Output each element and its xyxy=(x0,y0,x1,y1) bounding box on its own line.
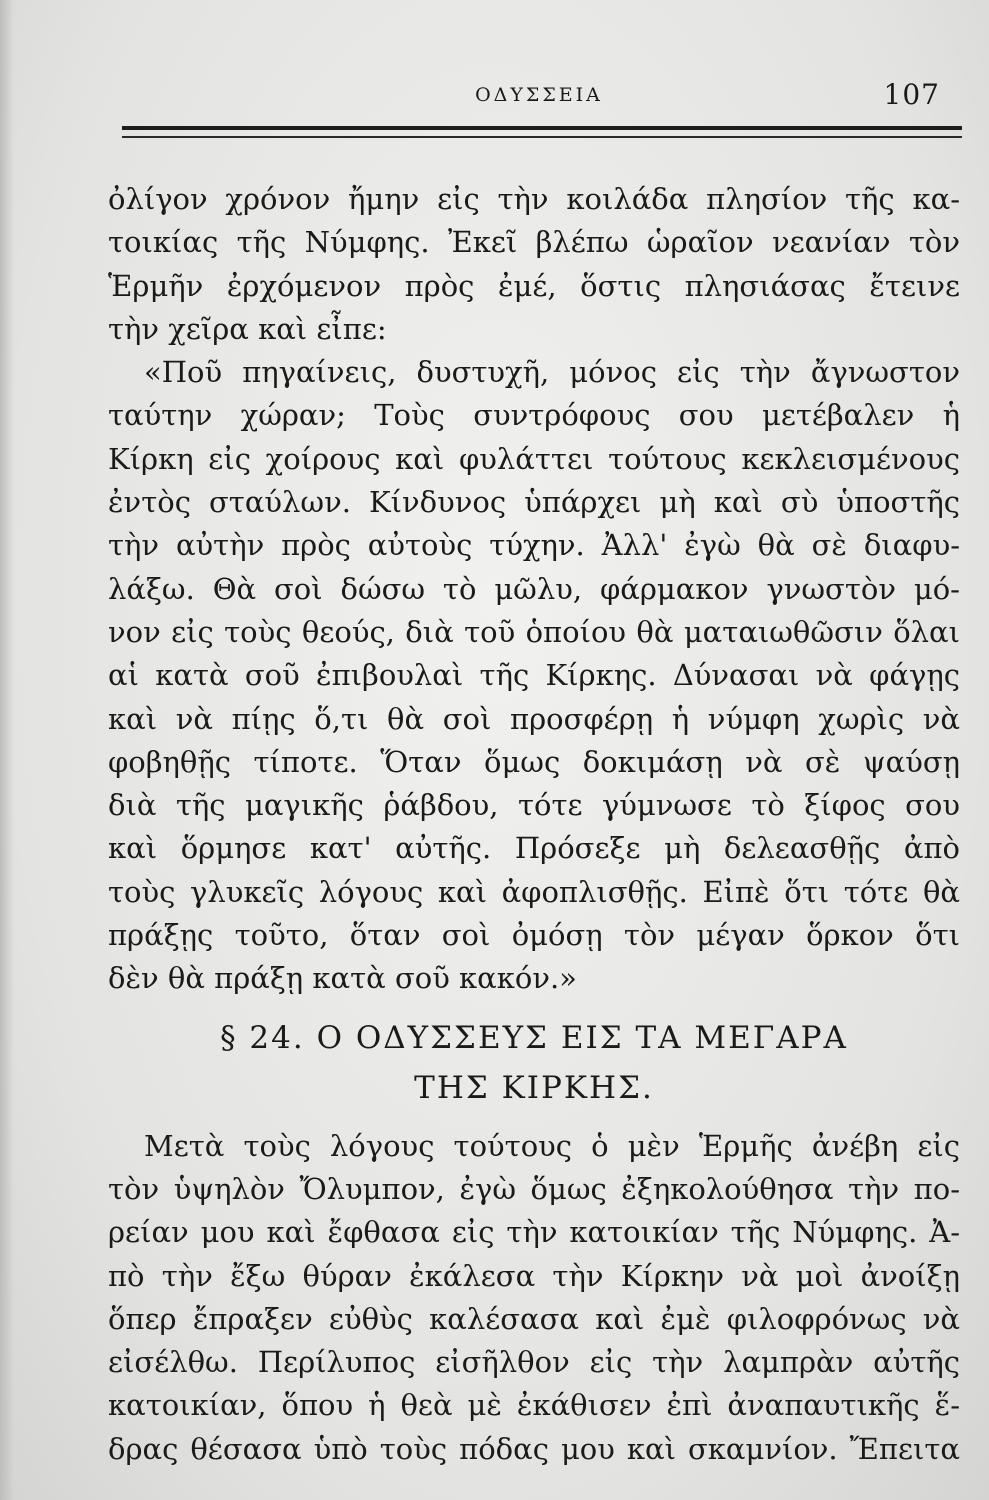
text-line: πράξῃς τοῦτο, ὅταν σοὶ ὀμόσῃ τὸν μέγαν ὅρκον ὅτι xyxy=(108,918,960,953)
paragraph-2 xyxy=(108,351,960,1000)
text-line: τοὺς γλυκεῖς λόγους καὶ ἀφοπλισθῇς. Εἰπὲ ὅτι τότε θὰ xyxy=(108,874,960,909)
text-line: αἱ κατὰ σοῦ ἐπιβουλαὶ τῆς Κίρκης. Δύνασαι νὰ φάγῃς xyxy=(108,658,960,693)
text-line: νον εἰς τοὺς θεούς, διὰ τοῦ ὁποίου θὰ ματαιωθῶσιν ὅλαι xyxy=(108,614,960,649)
text-line: δὲν θὰ πράξῃ κατὰ σοῦ κακόν.» xyxy=(108,961,577,996)
text-line: καὶ νὰ πίῃς ὅ,τι θὰ σοὶ προσφέρῃ ἡ νύμφη χωρὶς νὰ xyxy=(108,701,960,736)
header-rule-thick xyxy=(122,126,962,130)
paragraph-3 xyxy=(108,1125,960,1471)
text-line: ἐντὸς σταύλων. Κίνδυνος ὑπάρχει μὴ καὶ σὺ ὑποστῆς xyxy=(108,485,960,520)
section-heading-line-1: § 24. Ο ΟΔΥΣΣΕΥΣ ΕΙΣ ΤΑ ΜΕΓΑΡΑ xyxy=(220,1019,848,1056)
text-line: πὸ τὴν ἔξω θύραν ἐκάλεσα τὴν Κίρκην νὰ μοὶ ἀνοίξῃ xyxy=(108,1258,960,1293)
text-line: Κίρκη εἰς χοίρους καὶ φυλάττει τούτους κεκλεισμένους xyxy=(108,441,960,476)
text-line: τὸν ὑψηλὸν Ὄλυμπον, ἐγὼ ὅμως ἐξηκολούθησα τὴν πο- xyxy=(108,1171,960,1206)
text-line: τοικίας τῆς Νύμφης. Ἐκεῖ βλέπω ὡραῖον νεανίαν τὸν xyxy=(108,225,960,260)
text-line: καὶ ὅρμησε κατ' αὐτῆς. Πρόσεξε μὴ δελεασθῇς ἀπὸ xyxy=(108,831,960,866)
page-header xyxy=(110,78,968,118)
text-line: φοβηθῇς τίποτε. Ὅταν ὅμως δοκιμάσῃ νὰ σὲ ψαύσῃ xyxy=(108,744,960,779)
text-line: λάξω. Θὰ σοὶ δώσω τὸ μῶλυ, φάρμακον γνωστὸν μό- xyxy=(108,571,960,606)
text-line: δρας θέσασα ὑπὸ τοὺς πόδας μου καὶ σκαμνίον. Ἔπειτα xyxy=(108,1431,960,1466)
page-edge-shadow xyxy=(0,0,14,1500)
running-title: ΟΔΥΣΣΕΙΑ xyxy=(475,84,603,106)
header-rule-thin xyxy=(122,136,962,138)
text-line: τὴν αὐτὴν πρὸς αὐτοὺς τύχην. Ἀλλ' ἐγὼ θὰ σὲ διαφυ- xyxy=(108,528,960,563)
section-heading xyxy=(108,1013,960,1113)
text-line: ρείαν μου καὶ ἔφθασα εἰς τὴν κατοικίαν τῆς Νύμφης. Ἀ- xyxy=(108,1215,960,1250)
heading-gap xyxy=(108,1113,960,1125)
text-line: ὀλίγον χρόνον ἤμην εἰς τὴν κοιλάδα πλησίον τῆς κα- xyxy=(108,182,960,216)
text-line: τὴν χεῖρα καὶ εἶπε: xyxy=(108,311,387,346)
text-line: ταύτην χώραν; Τοὺς συντρόφους σου μετέβαλεν ἡ xyxy=(108,398,960,433)
text-line: ὅπερ ἔπραξεν εὐθὺς καλέσασα καὶ ἐμὲ φιλοφρόνως νὰ xyxy=(108,1301,960,1336)
paragraph-1 xyxy=(108,178,960,351)
text-line: «Ποῦ πηγαίνεις, δυστυχῆ, μόνος εἰς τὴν ἄγνωστον xyxy=(144,355,960,390)
page-number: 107 xyxy=(883,78,940,111)
text-line: Μετὰ τοὺς λόγους τούτους ὁ μὲν Ἑρμῆς ἀνέβη εἰς xyxy=(144,1128,960,1163)
text-line: εἰσέλθω. Περίλυπος εἰσῆλθον εἰς τὴν λαμπρὰν αὐτῆς xyxy=(108,1345,960,1380)
heading-gap xyxy=(108,1001,960,1013)
body-text xyxy=(108,178,960,1471)
text-line: διὰ τῆς μαγικῆς ῥάβδου, τότε γύμνωσε τὸ ξίφος σου xyxy=(108,788,960,823)
text-line: Ἑρμῆν ἐρχόμενον πρὸς ἐμέ, ὅστις πλησιάσας ἔτεινε xyxy=(108,268,960,303)
section-heading-line-2: ΤΗΣ ΚΙΡΚΗΣ. xyxy=(414,1069,654,1106)
text-line: κατοικίαν, ὅπου ἡ θεὰ μὲ ἐκάθισεν ἐπὶ ἀναπαυτικῆς ἕ- xyxy=(108,1388,960,1423)
